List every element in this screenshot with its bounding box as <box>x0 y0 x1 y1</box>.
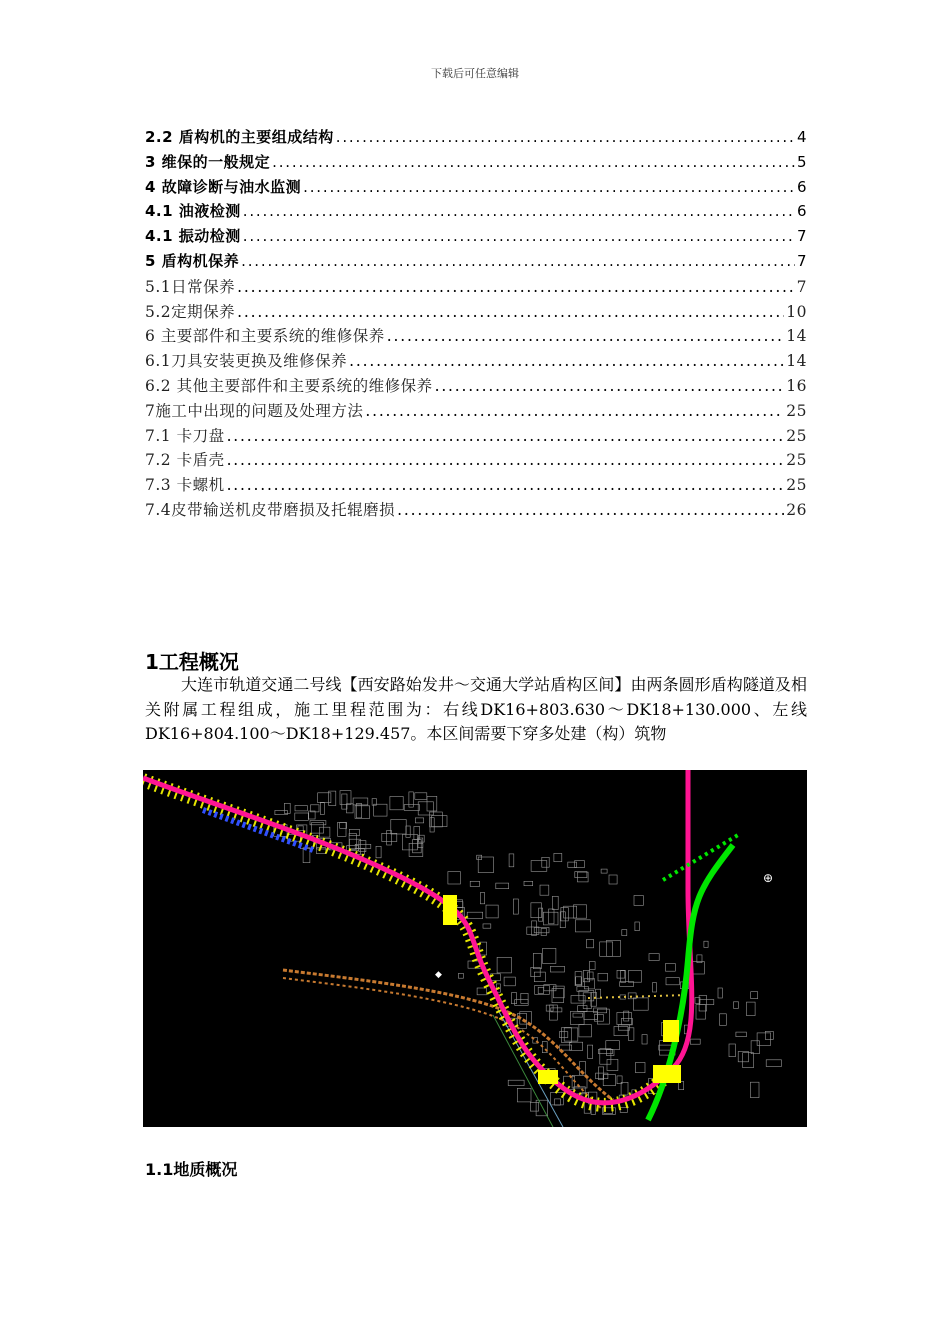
city-block <box>470 881 479 886</box>
route-map-svg <box>143 770 807 1127</box>
city-block <box>666 978 679 985</box>
toc-entry[interactable] <box>145 250 807 275</box>
city-block <box>553 986 564 998</box>
toc-leader-dots <box>243 227 795 245</box>
city-block <box>527 927 539 934</box>
route-map-figure <box>143 770 807 1127</box>
toc-entry[interactable] <box>145 424 807 449</box>
toc-entry[interactable] <box>145 498 807 523</box>
city-block <box>309 811 315 819</box>
section-paragraph <box>145 673 807 747</box>
toc-entry-label: 4.1 振动检测 <box>145 227 241 246</box>
city-block <box>319 827 330 837</box>
toc-entry-label: 5.2定期保养 <box>145 302 236 321</box>
toc-entry-page: 6 <box>796 202 807 221</box>
yellow-block-1 <box>653 1065 681 1083</box>
city-block <box>550 966 564 972</box>
city-block <box>559 1032 568 1038</box>
city-block <box>653 983 657 992</box>
city-block <box>649 954 659 961</box>
city-block <box>617 970 625 978</box>
city-block <box>497 957 511 973</box>
city-block <box>533 953 541 968</box>
city-block <box>628 971 641 983</box>
city-block <box>355 806 370 819</box>
city-block <box>720 1014 727 1026</box>
toc-entry-label: 2.2 盾构机的主要组成结构 <box>145 128 334 146</box>
toc-entry-label: 6.1刀具安装更换及维修保养 <box>145 352 348 371</box>
city-block <box>535 985 550 994</box>
toc-leader-dots <box>227 476 785 494</box>
toc-entry-page: 7 <box>796 227 807 246</box>
city-block <box>609 875 617 884</box>
toc-leader-dots <box>349 352 784 370</box>
toc-entry-page: 7 <box>796 251 807 270</box>
city-block <box>521 993 528 1003</box>
city-block <box>750 1082 759 1097</box>
city-block <box>390 797 403 810</box>
city-block <box>555 1099 561 1105</box>
city-block <box>524 881 533 885</box>
city-block <box>543 912 558 925</box>
city-block <box>568 862 577 867</box>
yellow-block-4 <box>538 1070 558 1084</box>
marker-icon: ◆ <box>435 970 442 980</box>
city-block <box>633 998 648 1010</box>
city-block <box>541 929 546 936</box>
city-block <box>549 909 554 924</box>
city-block <box>340 823 347 829</box>
toc-entry[interactable] <box>145 374 807 399</box>
toc-entry-page: 26 <box>786 500 807 519</box>
toc-entry[interactable] <box>145 200 807 225</box>
toc-entry-page: 4 <box>796 128 807 146</box>
toc-entry[interactable] <box>145 176 807 201</box>
city-block <box>406 826 410 837</box>
toc-entry-page: 10 <box>786 302 807 321</box>
city-block <box>415 793 427 800</box>
toc-entry-label: 3 维保的一般规定 <box>145 152 271 171</box>
city-block <box>320 802 324 814</box>
city-block <box>418 802 433 815</box>
toc-entry[interactable] <box>145 349 807 374</box>
city-block <box>743 1053 754 1068</box>
city-block <box>607 1059 618 1070</box>
toc-leader-dots <box>336 128 795 146</box>
toc-leader-dots <box>243 202 795 220</box>
toc-leader-dots <box>387 327 784 345</box>
toc-entry[interactable] <box>145 324 807 349</box>
toc-entry-page: 25 <box>786 476 807 495</box>
city-block <box>509 854 514 867</box>
city-block <box>642 1035 647 1044</box>
toc-leader-dots <box>227 451 785 469</box>
city-blocks <box>274 791 782 1116</box>
city-block <box>766 1060 781 1067</box>
city-block <box>404 805 419 811</box>
city-block <box>467 912 483 918</box>
city-block <box>589 962 595 970</box>
city-block <box>382 833 397 841</box>
city-block <box>575 861 585 868</box>
city-block <box>374 804 387 816</box>
toc-entry-page: 14 <box>786 352 807 371</box>
city-block <box>552 896 558 909</box>
city-block <box>349 829 359 835</box>
city-block <box>598 973 608 981</box>
city-block <box>621 1082 628 1095</box>
toc-entry[interactable] <box>145 448 807 473</box>
city-block <box>517 1088 531 1102</box>
city-block <box>603 1075 615 1086</box>
city-block <box>636 1063 646 1073</box>
city-block <box>539 908 543 921</box>
city-block <box>576 977 582 985</box>
header-note: 下载后可任意编辑 <box>431 67 519 80</box>
toc-leader-dots <box>237 278 794 296</box>
toc-entry-page: 25 <box>786 451 807 470</box>
city-block <box>562 1027 572 1042</box>
city-block <box>594 1015 603 1022</box>
city-block <box>751 1041 759 1054</box>
toc-entry-label: 4.1 油液检测 <box>145 202 241 221</box>
city-block <box>376 846 381 858</box>
city-block <box>579 1025 592 1037</box>
toc-entry-label: 6 主要部件和主要系统的维修保养 <box>145 327 385 346</box>
city-block <box>542 857 549 867</box>
city-block <box>413 839 422 852</box>
city-block <box>448 872 461 884</box>
city-block <box>486 905 498 918</box>
city-block <box>751 992 758 999</box>
table-of-contents <box>145 126 807 523</box>
paragraph-text: 大连市轨道交通二号线【西安路始发井～交通大学站盾构区间】由两条圆形盾构隧道及相关附属工程组成，施工里程范围为：右线DK16+803.630～DK18+130.000、左线DK16+804.100～DK18+129.457。本区间需要下穿多处建（构）筑物 <box>145 675 807 743</box>
city-block <box>512 993 517 1004</box>
city-block <box>588 1045 593 1058</box>
toc-entry-page: 7 <box>796 277 807 296</box>
city-block <box>338 822 346 836</box>
city-block <box>346 804 353 813</box>
toc-leader-dots <box>241 252 795 270</box>
yellow-block-3 <box>443 895 457 925</box>
toc-entry-page: 16 <box>786 376 807 395</box>
city-block <box>747 1002 756 1016</box>
toc-entry[interactable] <box>145 151 807 176</box>
city-block <box>575 872 587 878</box>
toc-leader-dots <box>237 303 784 321</box>
city-block <box>415 818 423 823</box>
toc-entry-label: 5.1日常保养 <box>145 277 236 296</box>
city-block <box>427 796 437 811</box>
city-block <box>480 893 484 904</box>
toc-leader-dots <box>272 153 795 171</box>
city-block <box>295 813 309 820</box>
toc-entry-label: 6.2 其他主要部件和主要系统的维修保养 <box>145 376 433 395</box>
toc-entry-page: 5 <box>796 152 807 171</box>
toc-entry-label: 7.4皮带输送机皮带磨损及托辊磨损 <box>145 500 396 519</box>
toc-entry[interactable] <box>145 225 807 250</box>
city-block <box>620 1108 627 1113</box>
toc-entry-label: 4 故障诊断与油水监测 <box>145 177 302 196</box>
city-block <box>600 1049 611 1065</box>
city-block <box>738 1052 748 1062</box>
city-block <box>458 973 463 978</box>
city-block <box>575 972 582 986</box>
toc-entry-page: 6 <box>796 177 807 196</box>
toc-entry-label: 7施工中出现的问题及处理方法 <box>145 401 364 420</box>
city-block <box>573 1013 583 1017</box>
city-block <box>704 941 708 947</box>
city-block <box>696 1005 706 1019</box>
city-block <box>561 908 568 921</box>
city-block <box>477 988 486 995</box>
toc-entry-page: 25 <box>786 401 807 420</box>
city-block <box>504 977 515 986</box>
city-block <box>550 1005 558 1020</box>
north-arrow-icon: ⊕ <box>763 871 774 885</box>
city-block <box>353 798 368 805</box>
city-block <box>574 905 587 918</box>
yellow-block-2 <box>663 1020 679 1042</box>
city-block <box>622 930 627 936</box>
city-block <box>765 1031 773 1039</box>
city-block <box>596 1073 608 1079</box>
city-block <box>554 853 562 861</box>
city-block <box>577 872 588 882</box>
city-block <box>666 964 676 972</box>
toc-leader-dots <box>227 427 785 445</box>
city-block <box>622 1018 633 1025</box>
toc-leader-dots <box>365 402 784 420</box>
city-block <box>594 1008 607 1013</box>
toc-leader-dots <box>397 501 784 519</box>
city-block <box>586 940 593 948</box>
city-block <box>614 1027 628 1036</box>
city-block <box>659 1045 672 1050</box>
city-block <box>355 844 371 848</box>
toc-entry[interactable] <box>145 473 807 498</box>
city-block <box>312 823 324 834</box>
city-block <box>295 806 307 811</box>
city-block <box>531 903 542 918</box>
city-block <box>606 940 620 956</box>
city-block <box>391 820 406 835</box>
toc-entry[interactable] <box>145 126 807 151</box>
city-block <box>575 920 590 932</box>
toc-leader-dots <box>435 377 785 395</box>
toc-entry[interactable] <box>145 399 807 424</box>
city-block <box>543 948 556 963</box>
city-block <box>692 962 704 975</box>
city-block <box>690 1039 700 1044</box>
city-block <box>538 987 543 993</box>
city-block <box>718 988 722 998</box>
toc-entry[interactable] <box>145 275 807 300</box>
city-block <box>329 791 336 805</box>
toc-entry-label: 7.3 卡螺机 <box>145 476 225 495</box>
city-block <box>736 1032 747 1037</box>
city-block <box>508 1080 524 1085</box>
city-block <box>477 855 482 859</box>
city-block <box>430 818 434 832</box>
toc-entry-label: 5 盾构机保养 <box>145 251 240 270</box>
city-block <box>275 810 287 814</box>
city-block <box>531 861 547 872</box>
toc-entry-page: 14 <box>786 327 807 346</box>
subsection-title: 1.1地质概况 <box>145 1160 238 1179</box>
city-block <box>601 869 607 873</box>
toc-leader-dots <box>303 178 795 196</box>
aux-dotted-line <box>588 995 688 998</box>
toc-entry-label: 7.1 卡刀盘 <box>145 426 225 445</box>
city-block <box>496 883 509 889</box>
city-block <box>513 899 518 914</box>
city-block <box>628 1028 634 1041</box>
toc-entry-label: 7.2 卡盾壳 <box>145 451 225 470</box>
toc-entry[interactable] <box>145 300 807 325</box>
city-block <box>483 924 491 928</box>
city-block <box>540 885 549 895</box>
city-block <box>634 896 643 906</box>
city-block <box>635 922 639 931</box>
city-block <box>530 1102 538 1111</box>
city-block <box>359 841 366 852</box>
city-block <box>729 1044 735 1057</box>
toc-entry-page: 25 <box>786 426 807 445</box>
city-block <box>734 1002 739 1009</box>
section-title: 1工程概况 <box>145 650 239 674</box>
